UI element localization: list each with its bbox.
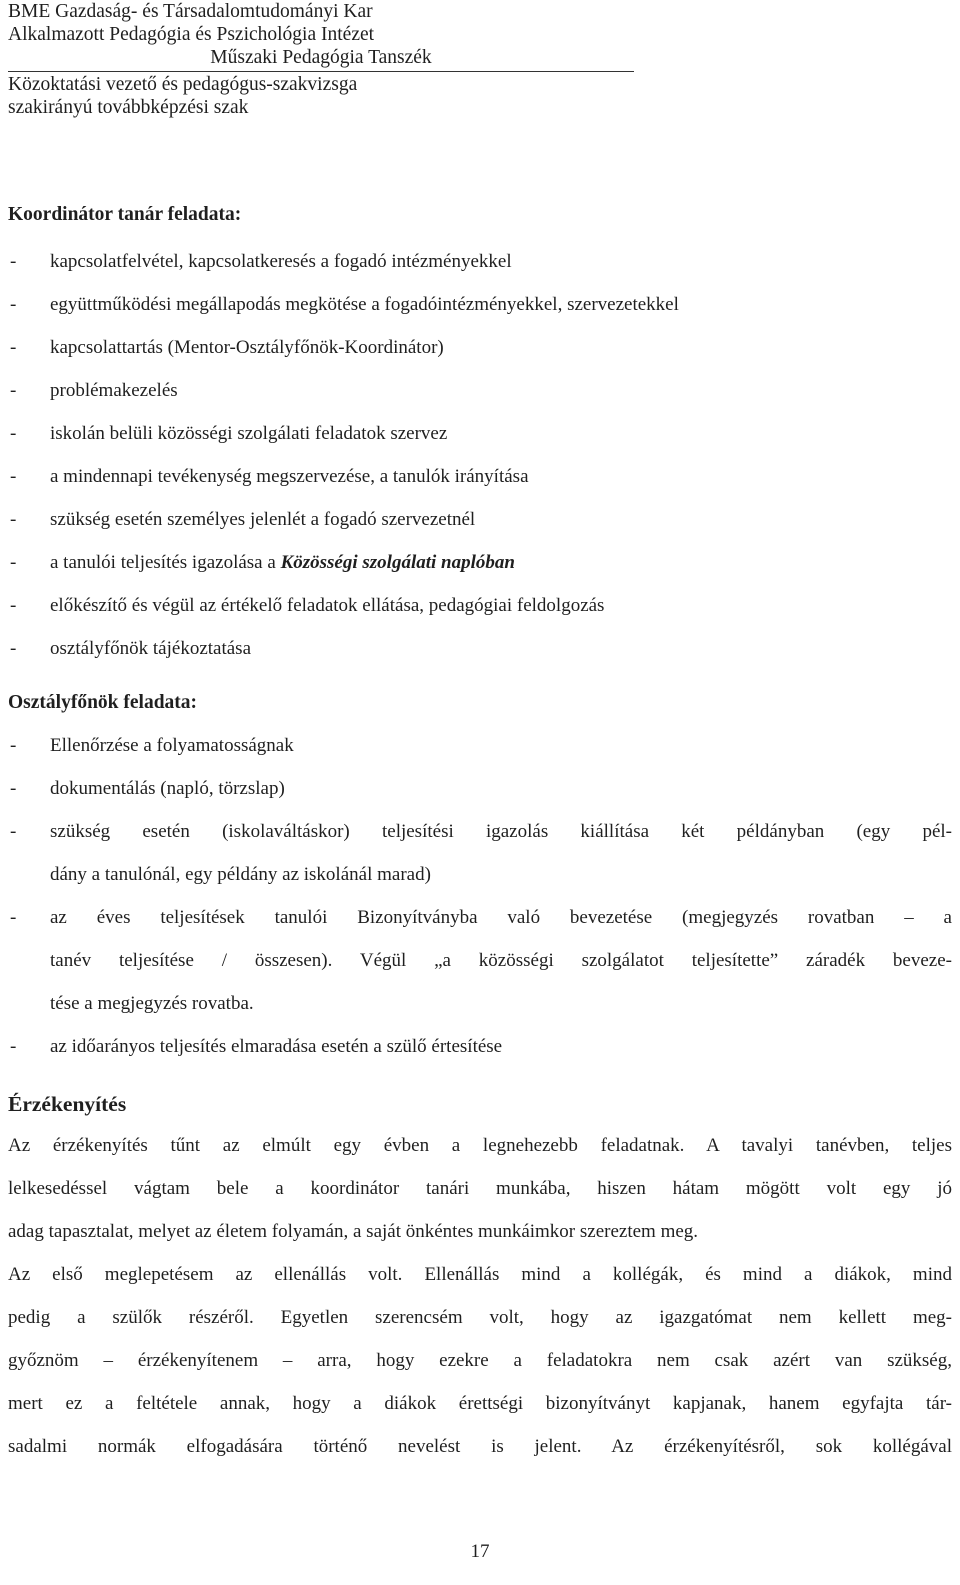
page-number: 17 <box>470 1541 490 1562</box>
header-department: Műszaki Pedagógia Tanszék <box>210 47 432 68</box>
page-header <box>8 0 634 119</box>
header-faculty: BME Gazdaság- és Társadalomtudományi Kar <box>8 1 373 22</box>
coordinator-task-list <box>8 240 952 670</box>
list-item: - az időarányos teljesítés elmaradása esetén a szülő értesítése <box>10 1036 503 1057</box>
list-item: - problémakezelés <box>10 380 178 401</box>
list-item: - kapcsolattartás (Mentor-Osztályfőnök-Koordinátor) <box>10 337 444 358</box>
body-paragraph-1: Az érzékenyítés tűnt az elmúlt egy évben a legnehezebb feladatnak. A tavalyi tanévben, teljes lelkesedéssel vágtam bele a koordinátor tanári munkába, hiszen hátam mögött volt egy jó adag tapasztalat, melyet az életem folyamán, a saját önkéntes munkáimkor szereztem meg. <box>8 1135 952 1242</box>
section-title-coordinator: Koordinátor tanár feladata: <box>8 204 242 225</box>
list-item: - együttműködési megállapodás megkötése a fogadóintézményekkel, szervezetekkel <box>10 294 679 315</box>
list-item: - szükség esetén személyes jelenlét a fogadó szervezetnél <box>10 509 476 530</box>
list-item: - a mindennapi tevékenység megszervezése, a tanulók irányítása <box>10 466 529 487</box>
list-item: - Ellenőrzése a folyamatosságnak <box>10 735 294 756</box>
list-item: - iskolán belüli közösségi szolgálati feladatok szervez <box>10 423 448 444</box>
header-program-type: szakirányú továbbképzési szak <box>8 97 249 118</box>
form-teacher-task-list <box>8 724 952 1068</box>
list-item: - az éves teljesítések tanulói Bizonyítványba való bevezetése (megjegyzés rovatban – a tanév teljesítése / összesen). Végül „a közösségi szolgálatot teljesítette” záradék beveze- tése a megjegyzés rovatba. <box>10 907 952 1014</box>
body-paragraph-2: Az első meglepetésem az ellenállás volt. Ellenállás mind a kollégák, és mind a diákok, mind pedig a szülők részéről. Egyetlen szerencsém volt, hogy az igazgatómat nem kellett meg- győznöm – érzékenyítenem – arra, hogy ezekre a feladatokra nem csak azért van szükség, mert ez a feltétele annak, hogy a diákok érettségi bizonyítványt kapjanak, hanem egyfajta tár- sadalmi normák elfogadására történő nevelést is jelent. Az érzékenyítésről, sok kollégával <box>8 1264 952 1457</box>
header-program: Közoktatási vezető és pedagógus-szakvizsga <box>8 74 358 95</box>
header-institute: Alkalmazott Pedagógia és Pszichológia Intézet <box>8 24 375 45</box>
emphasized-log-name: Közösségi szolgálati naplóban <box>280 552 515 573</box>
list-item: - kapcsolatfelvétel, kapcsolatkeresés a fogadó intézményekkel <box>10 251 512 272</box>
section-title-form-teacher: Osztályfőnök feladata: <box>8 692 198 713</box>
section-title-sensitization: Érzékenyítés <box>8 1092 127 1116</box>
list-item: - előkészítő és végül az értékelő feladatok ellátása, pedagógiai feldolgozás <box>10 595 605 616</box>
list-item: - szükség esetén (iskolaváltáskor) teljesítési igazolás kiállítása két példányban (egy pél- dány a tanulónál, egy példány az iskolánál marad) <box>10 821 952 885</box>
list-item: - a tanulói teljesítés igazolása a Közösségi szolgálati naplóban <box>10 552 515 573</box>
header-rule <box>8 71 634 72</box>
list-item: - dokumentálás (napló, törzslap) <box>10 778 285 799</box>
list-item: - osztályfőnök tájékoztatása <box>10 638 252 659</box>
